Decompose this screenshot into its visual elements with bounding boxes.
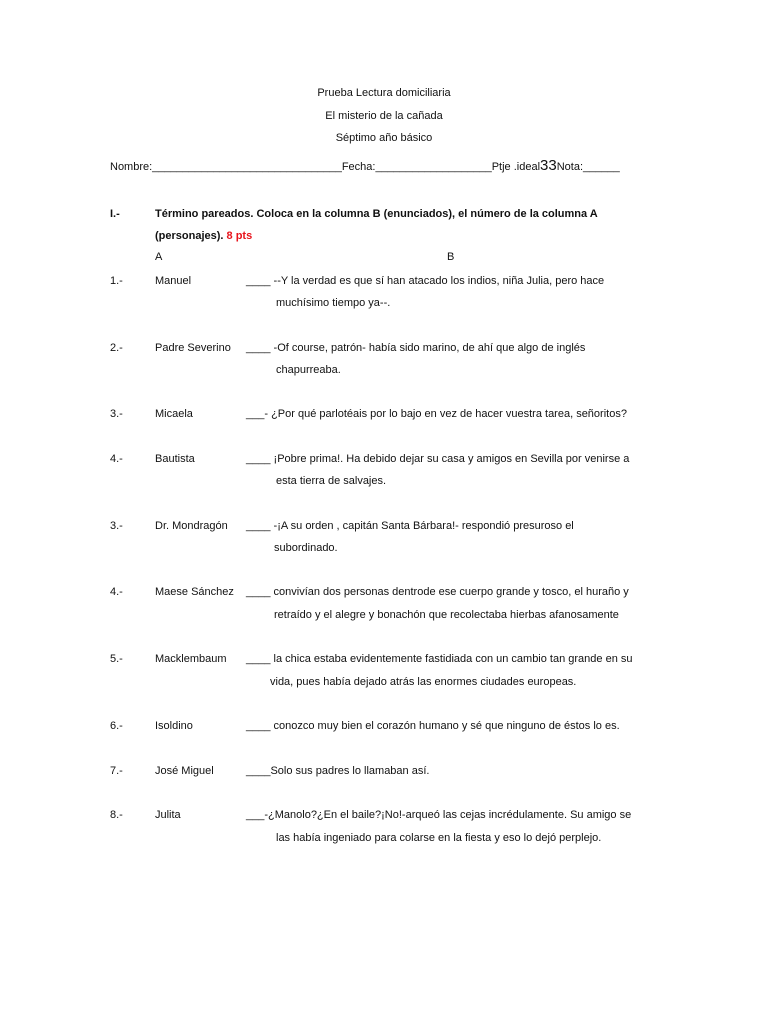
statement-line: ____ -Of course, patrón- había sido marino, de ahí que algo de inglés: [246, 342, 586, 354]
name-field: Nombre:_______________________________: [110, 161, 342, 173]
statement-line: ____Solo sus padres lo llamaban así.: [246, 765, 430, 777]
character-name: Dr. Mondragón: [155, 520, 228, 532]
statement-continuation: las había ingeniado para colarse en la fiesta y eso lo dejó perplejo.: [276, 832, 602, 844]
character-name: Padre Severino: [155, 342, 231, 354]
character-name: Julita: [155, 809, 181, 821]
date-field: Fecha:___________________: [341, 161, 492, 173]
statement-line: ___-¿Manolo?¿En el baile?¡No!-arqueó las cejas incrédulamente. Su amigo se: [246, 809, 632, 821]
item-number: 3.-: [110, 520, 123, 532]
ideal-score-label: Ptje .ideal: [491, 161, 541, 173]
student-info-line: [110, 157, 620, 174]
exam-title: Prueba Lectura domiciliaria: [317, 87, 451, 99]
statement-continuation: subordinado.: [274, 542, 338, 554]
character-name: Isoldino: [155, 720, 193, 732]
points-badge: 8 pts: [226, 230, 253, 242]
ideal-score-value: 33: [540, 157, 557, 174]
statement-line: ___- ¿Por qué parlotéais por lo bajo en vez de hacer vuestra tarea, señoritos?: [246, 408, 627, 420]
column-b-header: B: [447, 251, 455, 263]
statement-continuation: vida, pues había dejado atrás las enormes ciudades europeas.: [270, 676, 577, 688]
item-number: 7.-: [110, 765, 123, 777]
character-name: José Miguel: [155, 765, 214, 777]
character-name: Macklembaum: [155, 653, 227, 665]
section-instruction: Término pareados. Coloca en la columna B (enunciados), el número de la columna A: [155, 208, 598, 220]
statement-continuation: esta tierra de salvajes.: [276, 475, 387, 487]
item-number: 2.-: [110, 342, 123, 354]
statement-continuation: muchísimo tiempo ya--.: [276, 297, 391, 309]
column-a-header: A: [155, 251, 163, 263]
statement-continuation: chapurreaba.: [276, 364, 341, 376]
instruction-tail: (personajes).: [155, 230, 224, 242]
statement-line: ____ conozco muy bien el corazón humano y sé que ninguno de éstos lo es.: [246, 720, 620, 732]
statement-line: ____ ¡Pobre prima!. Ha debido dejar su casa y amigos en Sevilla por venirse a: [246, 453, 630, 465]
item-number: 8.-: [110, 809, 123, 821]
statement-line: ____ --Y la verdad es que sí han atacado los indios, niña Julia, pero hace: [246, 275, 605, 287]
section-number: I.-: [110, 208, 120, 220]
statement-line: ____ la chica estaba evidentemente fastidiada con un cambio tan grande en su: [246, 653, 633, 665]
character-name: Manuel: [155, 275, 192, 287]
character-name: Bautista: [155, 453, 195, 465]
statement-continuation: retraído y el alegre y bonachón que recolectaba hierbas afanosamente: [274, 609, 619, 621]
section-instruction-continued: [155, 230, 252, 242]
statement-line: ____ -¡A su orden , capitán Santa Bárbara!- respondió presuroso el: [246, 520, 574, 532]
grade-level: Séptimo año básico: [335, 132, 433, 144]
grade-field: Nota:______: [556, 161, 620, 173]
item-number: 1.-: [110, 275, 123, 287]
item-number: 3.-: [110, 408, 123, 420]
item-number: 4.-: [110, 586, 123, 598]
item-number: 6.-: [110, 720, 123, 732]
item-number: 4.-: [110, 453, 123, 465]
statement-line: ____ convivían dos personas dentrode ese cuerpo grande y tosco, el huraño y: [246, 586, 629, 598]
item-number: 5.-: [110, 653, 123, 665]
book-title: El misterio de la cañada: [325, 110, 443, 122]
character-name: Micaela: [155, 408, 193, 420]
character-name: Maese Sánchez: [155, 586, 234, 598]
